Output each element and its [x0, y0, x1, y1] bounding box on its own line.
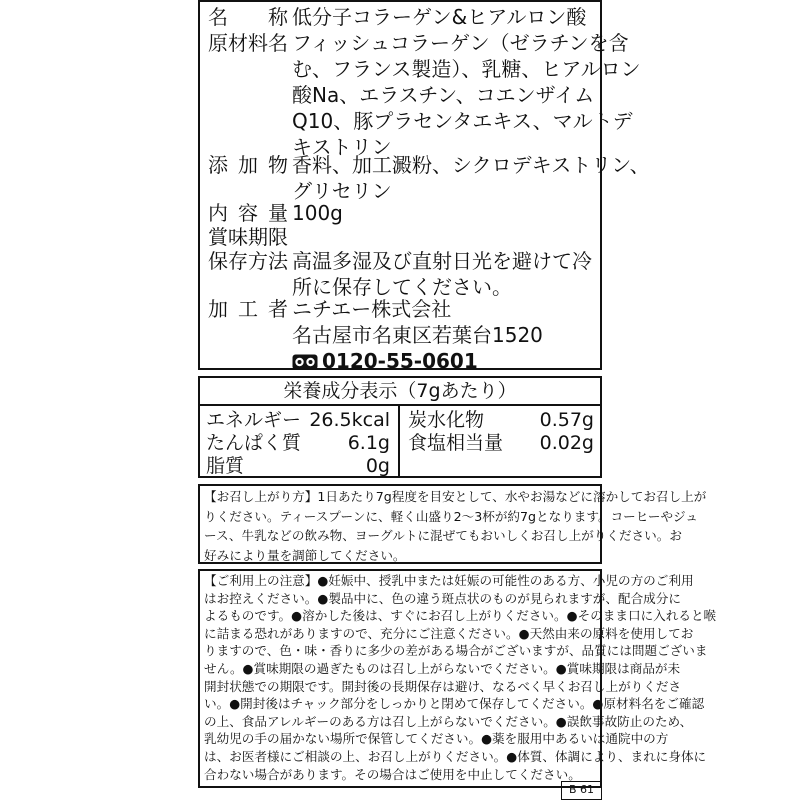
label-ingredients: 原材料名 — [208, 31, 288, 55]
usage-instructions — [198, 484, 707, 564]
caution-line: は、お医者様にご相談の上、お召し上がりください。●体質、体調により、まれに身体に — [204, 748, 707, 764]
processor-address: 名古屋市名東区若葉台1520 — [292, 323, 543, 347]
nutrition-divider — [398, 405, 400, 476]
product-code: B 61 — [561, 781, 602, 800]
nutrition-label: たんぱく質 — [206, 432, 302, 454]
nutrition-value: 0.02g — [539, 432, 594, 454]
usage-line: 好みにより量を調節してください。 — [204, 547, 406, 563]
usage-line: ース、牛乳などの飲み物、ヨーグルトに混ぜてもおいしくお召し上がりください。お — [204, 528, 682, 543]
label-storage: 保存方法 — [208, 249, 288, 273]
caution-line: い。●開封後はチャック部分をしっかりと閉めて保存してください。●原材料名をご確認 — [204, 696, 705, 712]
usage-line: りください。ティースプーンに、軽く山盛り2～3杯が約7gとなります。コーヒーやジュ — [204, 508, 698, 524]
ingredients-line: キストリン — [292, 135, 392, 159]
nutrition-label: 炭水化物 — [408, 409, 485, 431]
label-name: 名称 — [208, 5, 288, 29]
free-dial-icon — [292, 353, 318, 371]
caution-line: の上、食品アレルギーのある方は召し上がらないでください。●誤飲事故防止のため、 — [204, 713, 693, 729]
additives-line: グリセリン — [292, 179, 392, 203]
caution-line: りますので、色・味・香りに多少の差がある場合がございますが、品質には問題ございま — [204, 643, 708, 659]
label-processor: 加工者 — [208, 297, 288, 321]
value-expiry — [292, 224, 596, 250]
label-additives: 添加物 — [208, 153, 288, 177]
caution-line: 合わない場合があります。その場合はご使用を中止してください。 — [204, 766, 581, 782]
nutrition-value: 6.1g — [347, 432, 390, 454]
ingredients-line: む、フランス製造）、乳糖、ヒアルロン — [292, 57, 641, 81]
nutrition-label: 食塩相当量 — [408, 432, 504, 454]
caution-line: はお控えください。●製品中に、色の違う斑点状のものが見られますが、配合成分に — [204, 590, 681, 606]
processor-company: ニチエー株式会社 — [292, 297, 452, 321]
additives-line: 香料、加工澱粉、シクロデキストリン、 — [292, 153, 650, 177]
caution-line: せん。●賞味期限の過ぎたものは召し上がらないでください。●賞味期限は商品が未 — [204, 660, 681, 676]
nutrition-title: 栄養成分表示（7gあたり） — [200, 378, 600, 406]
ingredients-line: Q10、豚プラセンタエキス、マルトデ — [292, 109, 633, 133]
ingredients-line: フィッシュコラーゲン（ゼラチンを含 — [292, 31, 629, 55]
value-name: 低分子コラーゲン&ヒアルロン酸 — [292, 5, 587, 29]
product-info-table — [198, 0, 650, 373]
storage-line: 高温多湿及び直射日光を避けて冷 — [292, 249, 592, 273]
value-content: 100g — [292, 201, 343, 225]
phone-number: 0120-55-0601 — [322, 349, 478, 373]
caution-line: 乳幼児の手の届かない場所で保管してください。●薬を服用中あるいは通院中の方 — [204, 731, 669, 747]
nutrition-label: エネルギー — [206, 409, 302, 431]
nutrition-label: 脂質 — [206, 455, 245, 477]
label-content: 内容量 — [208, 201, 288, 225]
ingredients-line: 酸Na、エラスチン、コエンザイム — [292, 83, 595, 107]
usage-cautions — [198, 569, 717, 788]
nutrition-value: 0.57g — [539, 409, 594, 431]
nutrition-table — [198, 376, 602, 478]
caution-line: 開封状態での期限です。開封後の長期保存は避け、なるべく早くお召し上がりくださ — [204, 678, 682, 694]
usage-line: 【お召し上がり方】1日あたり7g程度を目安として、水やお湯などに溶かしてお召し上が — [204, 489, 707, 504]
storage-line: 所に保存してください。 — [292, 275, 512, 299]
caution-line: 【ご利用上の注意】●妊娠中、授乳中または妊娠の可能性のある方、小児の方のご利用 — [204, 573, 694, 588]
processor-phone — [292, 348, 596, 374]
label-expiry: 賞味期限 — [208, 225, 288, 249]
caution-line: よるものです。●溶かした後は、すぐにお召し上がりください。●そのまま口に入れると喉 — [204, 608, 717, 624]
nutrition-value: 26.5kcal — [309, 409, 390, 431]
nutrition-value: 0g — [365, 455, 390, 477]
caution-line: に詰まる恐れがありますので、充分にご注意ください。●天然由来の原料を使用してお — [204, 625, 694, 641]
